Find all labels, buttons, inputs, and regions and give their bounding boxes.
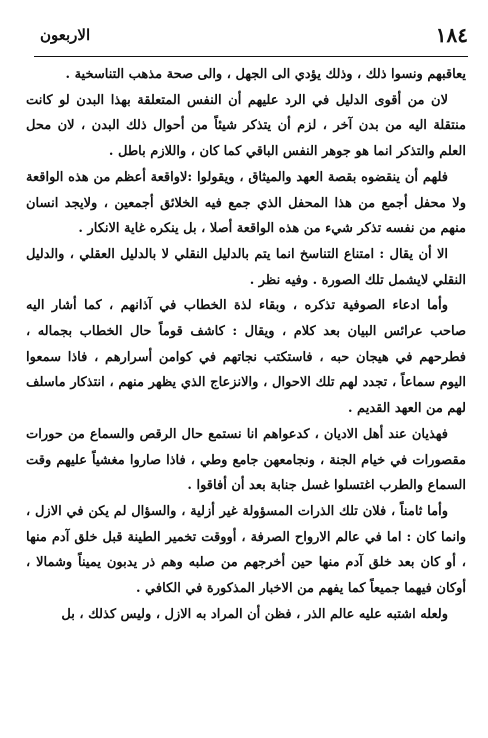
paragraph: لان من أقوى الدليل في الرد عليهم أن النفس المتعلقة بهذا البدن لو كانت منتقلة اليه من بدن آخر ، لزم أن يتذكر شيئاً من أحوال ذلك البدن ، لان محل العلم والتذكر انما هو جوهر النفس الباقي كما كان ، واللازم باطل .: [26, 92, 466, 160]
page-header: [40, 20, 468, 50]
running-title: الاربعون: [40, 26, 91, 44]
page-number: ١٨٤: [435, 23, 468, 47]
body-text: [26, 62, 466, 627]
paragraph: فهذيان عند أهل الاديان ، كدعواهم انا نستمع حال الرقص والسماع من حورات مقصورات في خيام الجنة ، ونجامعهن جامع وطي ، فاذا صاروا مغشياً عليهم وقت السماع والطرب اغتسلوا غسل جنابة بعد أن أفاقوا .: [26, 426, 466, 494]
paragraph: وأما ثامناً ، فلان تلك الذرات المسؤولة غير أزلية ، والسؤال لم يكن في الازل ، وانما كان : اما في عالم الارواح الصرفة ، أووقت تخمير الطينة قبل خلق آدم منها ، أو كان بعد خلق آدم منها حين أخرجهم من صلبه وهم ذر يدبون يميناً وشمالا ، أوكان فيهما جميعاً كما يفهم من الاخبار المذكورة في الكافي .: [26, 503, 466, 597]
paragraph: ولعله اشتبه عليه عالم الذر ، فظن أن المراد به الازل ، وليس كذلك ، بل: [61, 606, 448, 622]
paragraph: الا أن يقال : امتناع التناسخ انما يتم بالدليل النقلي لا بالدليل العقلي ، والدليل النقلي لايشمل تلك الصورة . وفيه نظر .: [26, 246, 466, 288]
paragraph: يعاقبهم ونسوا ذلك ، وذلك يؤدي الى الجهل ، والى صحة مذهب التناسخية .: [65, 67, 466, 82]
header-rule: [34, 56, 468, 57]
paragraph: وأما ادعاء الصوفية تذكره ، وبقاء لذة الخطاب في آذانهم ، كما أشار اليه صاحب عرائس البيان بعد كلام ، ويقال : كاشف قوماً حال الخطاب بجماله ، فطرحهم في هيجان حبه ، فاستكتب نجاتهم في كوامن أسرارهم ، فاذا سمعوا اليوم سماعاً ، تجدد لهم تلك الاحوال ، والانزعاج الذي يظهر منهم ، انتذكار ماسلف لهم من العهد القديم .: [26, 298, 466, 417]
paragraph: فلهم أن ينقضوه بقصة العهد والميثاق ، ويقولوا :لاواقعة أعظم من هذه الواقعة ولا محفل أجمع من هذا المحفل الذي جمع فيه الخلائق أجمعين ، ولايجد انسان منهم من نفسه تذكر شيء من هذه الواقعة أصلا ، بل ينكره غاية الانكار .: [26, 169, 466, 237]
